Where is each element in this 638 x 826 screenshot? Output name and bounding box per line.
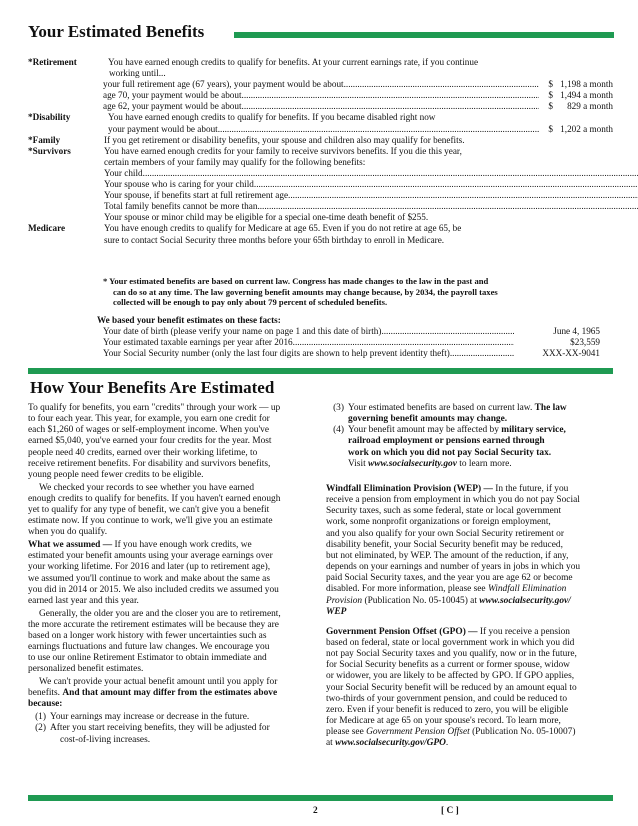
reason-item: (2) After you start receiving benefits, they will be adjusted for cost-of-living increases. [35, 723, 270, 745]
survivors-line: Your child ..... [104, 168, 638, 179]
title-rule [234, 32, 614, 38]
family-row [28, 135, 613, 146]
left-column [28, 403, 316, 746]
section-title-how-estimated: How Your Benefits Are Estimated [30, 378, 275, 397]
retirement-intro: You have earned enough credits to qualify for benefits. At your current earnings rate, if you continue [108, 57, 479, 67]
disability-line: your payment would be about ..... $ 1,202 a month [108, 124, 613, 135]
law-notice: * Your estimated benefits are based on current law. Congress has made changes to the law in the past and can do so at any time. The law governing benefit amounts may change because, by 2034, the payroll taxes collected will be enough to pay only about 79 percent of scheduled benefits. [103, 276, 498, 308]
gpo-link[interactable]: www.socialsecurity.gov/GPO [335, 738, 446, 749]
benefits-table [28, 57, 613, 246]
records-paragraph: We checked your records to see whether you have earned enough credits to qualify for benefits. If you haven't earned enough yet to qualify for any type of benefit, we can't give you a benefit estimate now. If you continue to work, we'll give you an estimate when you do qualify. [28, 482, 281, 538]
retirement-line: age 70, your payment would be about ..... $ 1,494 a month [103, 90, 613, 101]
footer-rule [28, 795, 613, 801]
death-benefit-note: Your spouse or minor child may be eligible for a special one-time death benefit of $255. [104, 212, 429, 223]
wep-paragraph: Windfall Elimination Provision (WEP) — In the future, if you receive a pension from employment in which you do not pay Social Security taxes, such as some federal, state or local government work, some nonprofit organizations or foreign employment, and you also qualify for your own Social Security retirement or disability benefit, your Social Security benefit may be reduced, but not eliminated, by WEP. The amount of the reduction, if any, depends on your earnings and number of years in jobs in which you paid Social Security taxes, and the year you are age 62 or become disabled. For more information, please see Windfall Elimination Provision (Publication No. 05-10045) at www.socialsecurity.gov/ WEP [326, 484, 614, 618]
wep-link-end[interactable]: WEP [326, 606, 347, 617]
accuracy-paragraph: Generally, the older you are and the closer you are to retirement, the more accurate the retirement estimates will be because they are based on a longer work history with fewer uncertainties such as earnings fluctuations and future law changes. We encourage you to use our online Retirement Estimator to obtain immediate and personalized benefit estimates. [28, 608, 281, 675]
family-label: *Family [28, 134, 61, 145]
retirement-label: *Retirement [28, 57, 77, 67]
gpo-paragraph: Government Pension Offset (GPO) — If you receive a pension based on federal, state or local government work in which you did not pay Social Security taxes and you qualify, now or in the future, for Social Security benefits as a current or former spouse, widow or widower, you are likely to be affected by GPO. If GPO applies, your Social Security benefit will be reduced by an amount equal to two-thirds of your government pension, and could be reduced to zero. Even if your benefit is reduced to zero, you will be eligible for Medicare at age 65 on your spouse's record. To learn more, please see Government Pension Offset (Publication No. 05-10007) at www.socialsecurity.gov/GPO. [326, 626, 577, 749]
reason-item: (3) Your estimated benefits are based on current law. The law governing benefit amounts may change. [333, 403, 567, 425]
fact-line: Your date of birth (please verify your name on page 1 and this date of birth) ..... June 4, 1965 [103, 326, 600, 337]
retirement-line: your full retirement age (67 years), your payment would be about ..... $ 1,198 a month [103, 79, 613, 90]
right-column [326, 403, 614, 751]
retirement-line: age 62, your payment would be about ..... $ 829 a month [103, 101, 613, 112]
survivors-text-2: certain members of your family may qualify for the following benefits: [104, 156, 366, 167]
disability-label: *Disability [28, 112, 71, 123]
credits-paragraph: To qualify for benefits, you earn "credits" through your work — up to four each year. This year, for example, you earn one credit for each $1,260 of wages or self-employment income. When you've earned $5,040, you've earned your four credits for the year. Most people need 40 credits, earned over their working lifetime, to receive retirement benefits. For disability and survivors benefits, young people need fewer credits to be eligible. [28, 403, 281, 480]
medicare-text-2: sure to contact Social Security three months before your 65th birthday to enroll in Medicare. [104, 234, 445, 245]
medicare-text: You have enough credits to qualify for Medicare at age 65. Even if you do not retire at age 65, be [104, 223, 462, 234]
page-number: 2 [313, 806, 318, 816]
reason-item: (1) Your earnings may increase or decrease in the future. [35, 712, 250, 723]
family-text: If you get retirement or disability benefits, your spouse and children also may qualify for benefits. [104, 134, 465, 145]
section-title-estimated-benefits: Your Estimated Benefits [28, 22, 205, 41]
assumed-paragraph: What we assumed — If you have enough work credits, we estimated your benefit amounts using your average earnings over your working lifetime. For 2016 and later (up to retirement age), we assumed you'll continue to work and make about the same as you did in 2014 or 2015. We also included credits we assumed you earned last year and this year. [28, 540, 279, 606]
disability-row [28, 112, 613, 123]
section-divider [28, 368, 613, 374]
survivors-label: *Survivors [28, 145, 71, 156]
survivors-line: Your spouse, if benefits start at full retirement age ..... [104, 190, 638, 201]
survivors-line: Total family benefits cannot be more than ..... [104, 201, 638, 212]
medicare-label: Medicare [28, 223, 66, 234]
disability-text: You have earned enough credits to qualify for benefits. If you became disabled right now [108, 112, 436, 123]
wep-link[interactable]: www.socialsecurity.gov/ [479, 595, 571, 606]
retirement-intro-2: working until... [109, 68, 166, 79]
retirement-row [28, 57, 613, 79]
form-code: [ C ] [441, 806, 459, 816]
fact-line: Your Social Security number (only the last four digits are shown to help prevent identity theft) ..... XXX-XX-9041 [103, 348, 600, 359]
medicare-row [28, 223, 613, 245]
actual-amount-paragraph: We can't provide your actual benefit amount until you apply for benefits. And that amount may differ from the estimates above because: [28, 677, 278, 710]
survivors-line: Your spouse who is caring for your child ..... [104, 179, 638, 190]
fact-line: Your estimated taxable earnings per year after 2016 ..... $23,559 [103, 337, 600, 348]
facts-block [97, 315, 600, 359]
facts-heading: We based your benefit estimates on these facts: [97, 315, 281, 325]
survivors-row [28, 146, 613, 224]
reason-item: (4) Your benefit amount may be affected by military service, railroad employment or pensions earned through work on which you did not pay Social Security tax. Visit www.socialsecurity.gov to learn more. [333, 425, 566, 469]
survivors-text: You have earned enough credits for your family to receive survivors benefits. If you die this year, [104, 145, 462, 156]
socialsecurity-link[interactable]: www.socialsecurity.gov [368, 458, 457, 469]
